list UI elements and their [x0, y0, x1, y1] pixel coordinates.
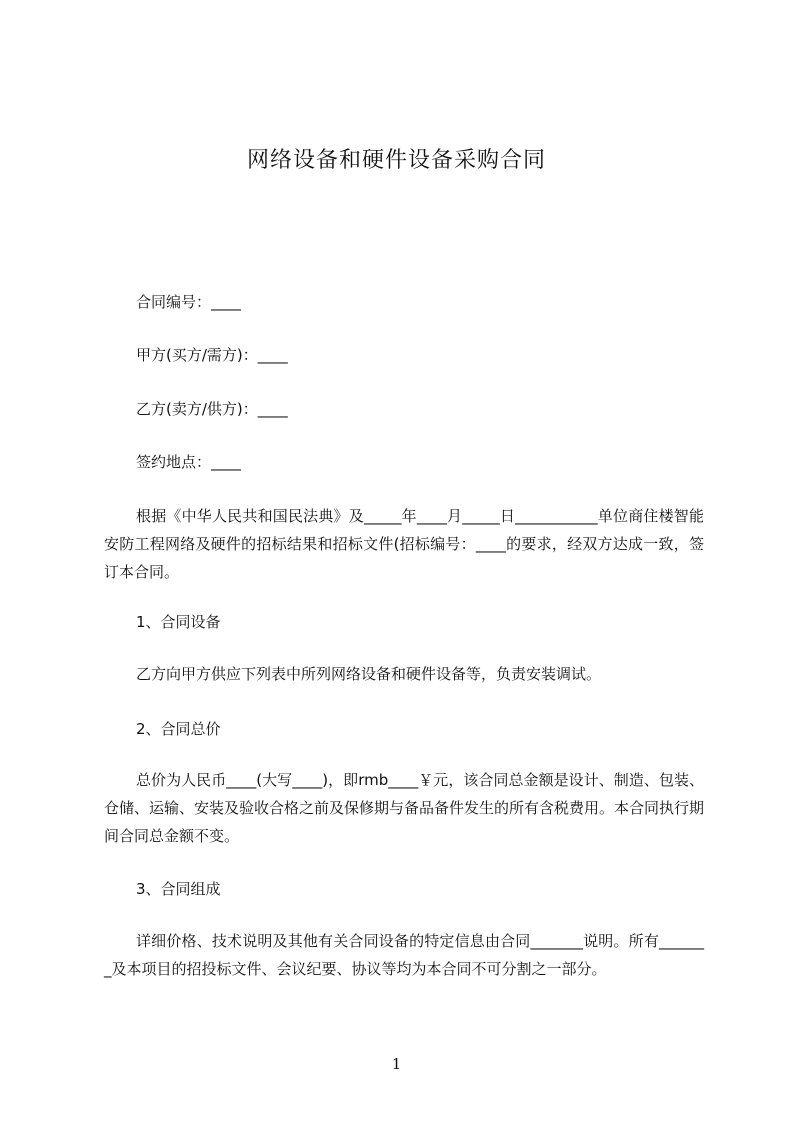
- contract-number-field: 合同编号：____: [136, 293, 242, 311]
- section-heading: 1、合同设备: [136, 613, 221, 631]
- party-a-field: 甲方(买方/需方)：____: [136, 346, 288, 364]
- document-title: 网络设备和硬件设备采购合同: [246, 148, 546, 173]
- signing-location-field: 签约地点：____: [136, 453, 242, 471]
- section-paragraph: 乙方向甲方供应下列表中所列网络设备和硬件设备等，负责安装调试。: [136, 665, 602, 683]
- preamble-paragraph: 根据《中华人民共和国民法典》及_____年____月_____日___________单位商住楼智能安防工程网络及硬件的招标结果和招标文件(招标编号：____的要求，经双方达成一致，签订本合同。: [104, 507, 704, 581]
- section-heading: 3、合同组成: [136, 880, 221, 898]
- page-number: 1: [391, 1055, 402, 1073]
- section-paragraph: 详细价格、技术说明及其他有关合同设备的特定信息由合同_______说明。所有_______及本项目的招投标文件、会议纪要、协议等均为本合同不可分割之一部分。: [104, 932, 704, 978]
- section-heading: 2、合同总价: [136, 720, 221, 738]
- party-b-field: 乙方(卖方/供方)：____: [136, 400, 288, 418]
- section-paragraph: 总价为人民币____(大写____)，即rmb____￥元，该合同总金额是设计、制造、包装、仓储、运输、安装及验收合格之前及保修期与备品备件发生的所有含税费用。本合同执行期间合同总金额不变。: [104, 771, 705, 845]
